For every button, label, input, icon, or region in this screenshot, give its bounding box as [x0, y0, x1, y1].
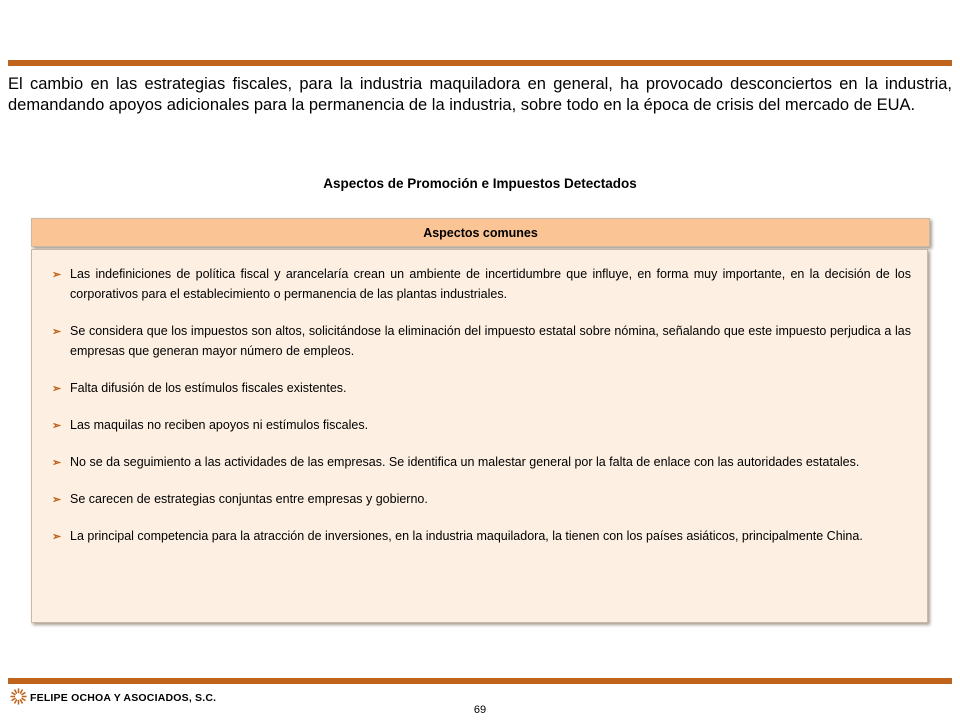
box-header	[31, 218, 930, 247]
bullet-text: No se da seguimiento a las actividades de las empresas. Se identifica un malestar general por la falta de enlace con las autoridades estatales.	[70, 455, 860, 469]
top-rule	[8, 60, 952, 66]
arrowhead-bullet-icon: ➢	[52, 420, 62, 432]
box-header-label: Aspectos comunes	[423, 225, 538, 240]
company-name: FELIPE OCHOA Y ASOCIADOS, S.C.	[30, 692, 217, 704]
arrowhead-bullet-icon: ➢	[52, 383, 62, 395]
section-title: Aspectos de Promoción e Impuestos Detectados	[323, 176, 637, 191]
bullet-text: Se carecen de estrategias conjuntas entre empresas y gobierno.	[70, 492, 428, 506]
arrowhead-bullet-icon: ➢	[52, 269, 62, 281]
bullet-item	[52, 489, 911, 509]
arrowhead-bullet-icon: ➢	[52, 494, 62, 506]
arrowhead-bullet-icon: ➢	[52, 457, 62, 469]
bullet-item	[52, 526, 911, 546]
bullet-text: Las indefiniciones de política fiscal y arancelaría crean un ambiente de incertidumbre que influye, en forma muy importante, en la decisión de los corporativos para el establecimiento o permanencia de las plantas industriales.	[70, 267, 911, 301]
bullet-text: Falta difusión de los estímulos fiscales existentes.	[70, 381, 347, 395]
bullet-text: La principal competencia para la atracción de inversiones, en la industria maquiladora, la tienen con los países asiáticos, principalmente China.	[70, 529, 863, 543]
arrowhead-bullet-icon: ➢	[52, 531, 62, 543]
bullet-item	[52, 378, 911, 398]
bullet-item	[52, 264, 911, 304]
bullet-text: Se considera que los impuestos son altos, solicitándose la eliminación del impuesto estatal sobre nómina, señalando que este impuesto perjudica a las empresas que generan mayor número de empleos.	[70, 324, 911, 358]
bullet-item	[52, 321, 911, 361]
bullet-text: Las maquilas no reciben apoyos ni estímulos fiscales.	[70, 418, 369, 432]
intro-paragraph: El cambio en las estrategias fiscales, para la industria maquiladora en general, ha provocado desconciertos en la industria, demandando apoyos adicionales para la permanencia de la industria, sobre todo en la época de crisis del mercado de EUA.	[8, 75, 952, 114]
arrowhead-bullet-icon: ➢	[52, 326, 62, 338]
bottom-rule	[8, 678, 952, 684]
page-number: 69	[473, 704, 487, 716]
bullet-item	[52, 415, 911, 435]
content-box	[31, 249, 928, 623]
bullet-list	[52, 264, 911, 546]
bullet-item	[52, 452, 911, 472]
sunburst-logo-icon	[10, 688, 27, 705]
